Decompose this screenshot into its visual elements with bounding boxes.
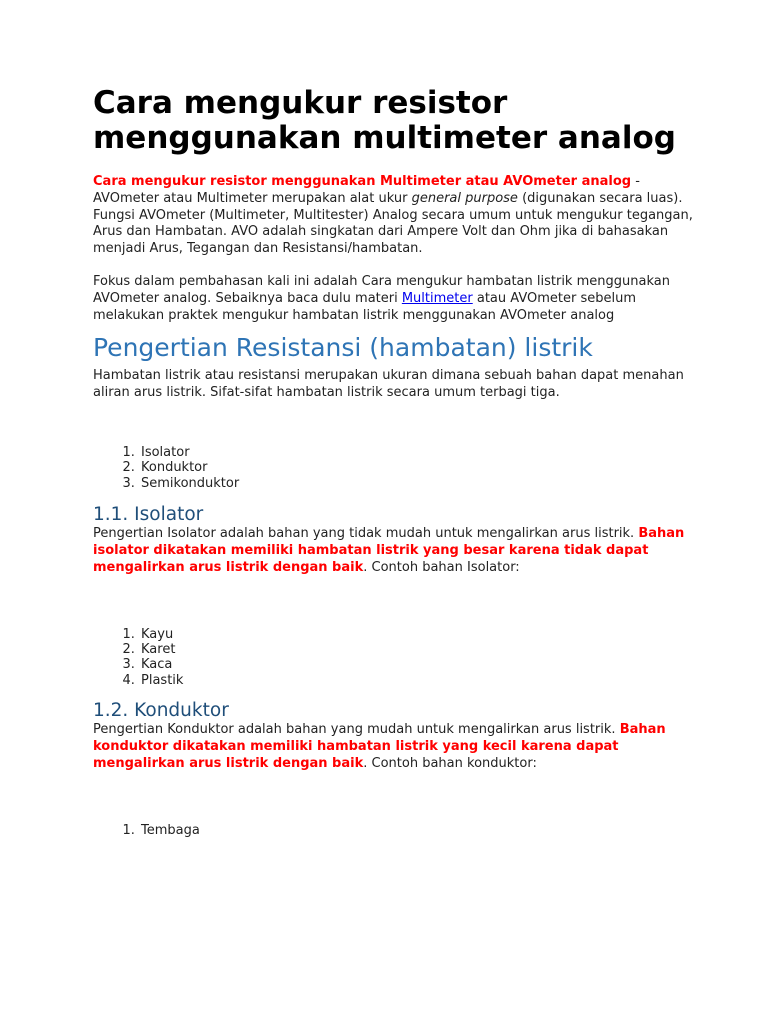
focus-paragraph [93, 274, 693, 324]
isolator-heading: 1.1. Isolator [93, 504, 204, 526]
konduktor-heading: 1.2. Konduktor [93, 700, 229, 722]
section-paragraph: Hambatan listrik atau resistansi merupakan ukuran dimana sebuah bahan dapat menahan aliran arus listrik. Sifat-sifat hambatan listrik secara umum terbagi tiga. [93, 368, 684, 401]
intro-italic-term: general purpose [411, 190, 518, 206]
intro-text-1: - AVOmeter atau Multimeter merupakan alat ukur [93, 174, 640, 206]
konduktor-highlight: Bahan konduktor dikatakan memiliki hambatan listrik yang kecil karena dapat mengalirkan arus listrik dengan baik [93, 722, 666, 771]
multimeter-link[interactable]: Multimeter [401, 290, 473, 306]
isolator-text-2: . Contoh bahan Isolator: [363, 559, 520, 575]
intro-ohm-term: Ohm [519, 224, 551, 240]
intro-text-2: (digunakan secara luas). Fungsi AVOmeter (Multimeter, Multitester) Analog secara umum untuk mengukur tegangan, Arus dan Hambatan. AVO adalah singkatan dari Ampere [93, 190, 693, 240]
list-item: 1. Kayu [139, 627, 693, 642]
focus-text-2: atau AVOmeter sebelum melakukan praktek mengukur hambatan listrik menggunakan AVOmeter analog [93, 290, 636, 323]
isolator-paragraph [93, 526, 693, 576]
list-item: 2. Karet [139, 642, 693, 657]
list-item: 1. Isolator [139, 445, 693, 460]
resistance-types-list [93, 445, 693, 491]
intro-volt-term: Volt [462, 224, 487, 240]
list-item: 1. Tembaga [139, 823, 693, 838]
intro-text-3: dan [486, 224, 520, 240]
list-item: 3. Semikonduktor [139, 476, 693, 491]
konduktor-text-2: . Contoh bahan konduktor: [363, 755, 537, 771]
isolator-text-1: Pengertian Isolator adalah bahan yang tidak mudah untuk mengalirkan arus listrik. [93, 526, 639, 542]
list-item: 3. Kaca [139, 657, 693, 672]
isolator-examples-list [93, 627, 693, 689]
intro-paragraph [93, 174, 693, 258]
document-page [93, 86, 693, 838]
isolator-highlight: Bahan isolator dikatakan memiliki hambatan listrik yang besar karena tidak dapat mengalirkan arus listrik dengan baik [93, 526, 685, 575]
list-item: 4. Plastik [139, 673, 693, 688]
list-item: 2. Konduktor [139, 460, 693, 475]
konduktor-examples-list [93, 823, 693, 838]
article-title: Cara mengukur resistor menggunakan multimeter analog [93, 85, 676, 156]
intro-text-4: jika di bahasakan menjadi Arus, Tegangan dan Resistansi/hambatan. [93, 224, 669, 257]
section-heading: Pengertian Resistansi (hambatan) listrik [93, 333, 593, 363]
konduktor-text-1: Pengertian Konduktor adalah bahan yang mudah untuk mengalirkan arus listrik. [93, 722, 620, 738]
intro-highlight: Cara mengukur resistor menggunakan Multimeter atau AVOmeter analog [93, 174, 632, 189]
konduktor-paragraph [93, 722, 693, 772]
focus-text-1: Fokus dalam pembahasan kali ini adalah Cara mengukur hambatan listrik menggunakan AVOmeter analog. Sebaiknya baca dulu materi [93, 273, 670, 306]
